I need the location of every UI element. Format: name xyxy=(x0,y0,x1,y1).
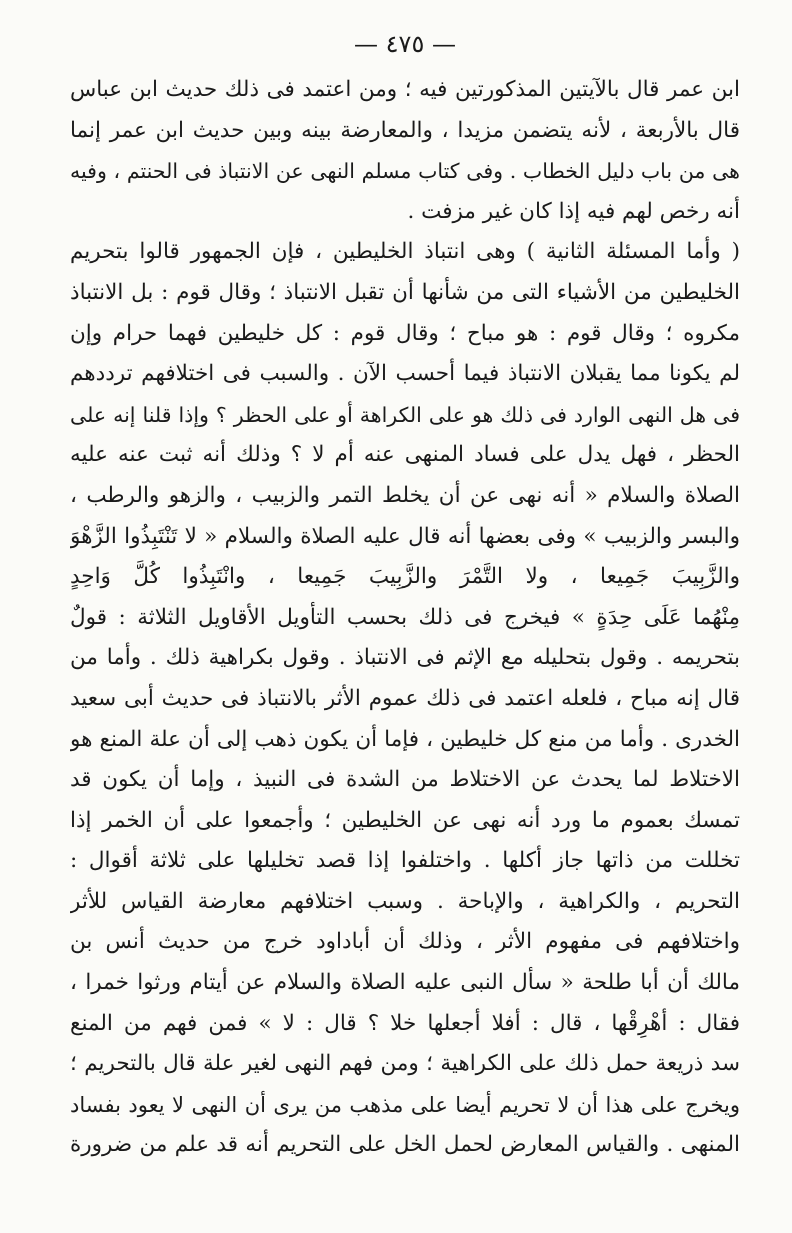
text-line: تمسك بعموم ما ورد أنه نهى عن الخليطين ؛ وأجمعوا على أن الخمر إذا xyxy=(70,807,740,833)
text-line: فى هل النهى الوارد فى ذلك هو على الكراهة أو على الحظر ؟ وإذا قلنا إنه على xyxy=(70,402,740,427)
text-line: الصلاة والسلام « أنه نهى عن أن يخلط التمر والزبيب ، والزهو والرطب ، xyxy=(70,482,740,508)
text-line: الخليطين من الأشياء التى من شأنها أن تقبل الانتباذ ؛ وقال قوم : بل الانتباذ xyxy=(70,279,740,305)
text-line: والبسر والزبيب » وفى بعضها أنه قال عليه الصلاة والسلام « لا تَنْتَبِذُوا الزَّهْوَ xyxy=(70,523,740,549)
text-line: الخدرى . وأما من منع كل خليطين ، فإما أن يكون ذهب إلى أن علة المنع هو xyxy=(70,726,740,752)
text-line: تخللت من ذاتها جاز أكلها . واختلفوا إذا قصد تخليلها على ثلاثة أقوال : xyxy=(70,848,740,874)
text-line: قال بالأربعة ، لأنه يتضمن مزيدا ، والمعارضة بينه وبين حديث ابن عمر إنما xyxy=(70,117,740,143)
text-line: مكروه ؛ وقال قوم : هو مباح ؛ وقال قوم : كل خليطين فهما حرام وإن xyxy=(70,320,740,346)
text-line: بتحريمه . وقول بتحليله مع الإثم فى الانتباذ . وقول بكراهية ذلك . وأما من xyxy=(70,645,740,671)
text-line: مِنْهُما عَلَى حِدَةٍ » فيخرج فى ذلك بحسب التأويل الأقاويل الثلاثة : قولٌ xyxy=(70,604,740,630)
text-line: ابن عمر قال بالآيتين المذكورتين فيه ؛ ومن اعتمد فى ذلك حديث ابن عباس xyxy=(70,77,740,102)
text-line: قال إنه مباح ، فلعله اعتمد فى ذلك عموم الأثر بالانتباذ فى حديث أبى سعيد xyxy=(70,685,740,711)
body-text xyxy=(70,70,740,1166)
text-line: ( وأما المسئلة الثانية ) وهى انتباذ الخليطين ، فإن الجمهور قالوا بتحريم xyxy=(70,239,740,265)
text-line: ويخرج على هذا أن لا تحريم أيضا على مذهب من يرى أن النهى لا يعود بفساد xyxy=(70,1092,740,1117)
text-line: واختلافهم فى مفهوم الأثر ، وذلك أن أباداود خرج من حديث أنس بن xyxy=(70,929,740,955)
document-page xyxy=(70,24,740,1214)
page-number: — ٤٧٥ — xyxy=(354,30,456,58)
text-line: هى من باب دليل الخطاب . وفى كتاب مسلم النهى عن الانتباذ فى الحنتم ، وفيه xyxy=(70,159,740,184)
text-line: المنهى . والقياس المعارض لحمل الخل على التحريم أنه قد علم من ضرورة xyxy=(70,1132,740,1158)
text-line: فقال : أهْرِقْها ، قال : أفلا أجعلها خلا ؟ قال : لا » فمن فهم من المنع xyxy=(70,1010,740,1036)
text-line: لم يكونا مما يقبلان الانتباذ فيما أحسب الآن . والسبب فى اختلافهم ترددهم xyxy=(70,361,740,387)
text-line: الحظر ، فهل يدل على فساد المنهى عنه أم لا ؟ وذلك أنه ثبت عنه عليه xyxy=(70,442,740,468)
text-line: أنه رخص لهم فيه إذا كان غير مزفت . xyxy=(407,198,740,224)
text-line: سد ذريعة حمل ذلك على الكراهية ؛ ومن فهم النهى لغير علة قال بالتحريم ؛ xyxy=(70,1051,740,1077)
text-line: التحريم ، والكراهية ، والإباحة . وسبب اختلافهم معارضة القياس للأثر xyxy=(70,888,740,914)
text-line: مالك أن أبا طلحة « سأل النبى عليه الصلاة والسلام عن أيتام ورثوا خمرا ، xyxy=(70,970,740,996)
text-line: الاختلاط لما يحدث عن الاختلاط من الشدة فى النبيذ ، وإما أن يكون قد xyxy=(70,767,740,793)
text-line: والزَّبِيبَ جَمِيعا ، ولا التَّمْرَ والزَّبِيبَ جَمِيعا ، وانْتَبِذُوا كُلَّ وَاحِدٍ xyxy=(70,564,740,590)
